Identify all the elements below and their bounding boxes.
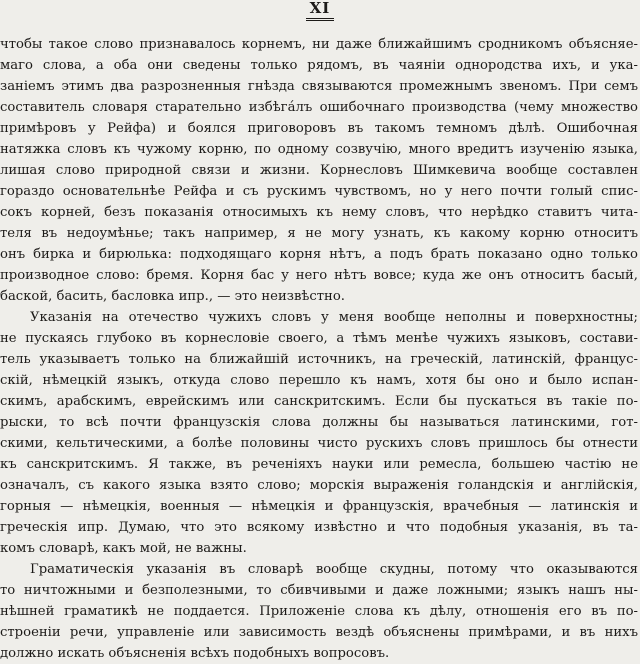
text-line: сокъ корней, безъ показанiя относимыхъ къ нему словъ, что нерѣдко ставитъ чита- — [0, 205, 638, 220]
text-line: чтобы такое слово признавалось корнемъ, ни даже ближайшимъ сродникомъ объясняе- — [0, 37, 638, 52]
text-line: гораздо основательнѣе Рейфа и съ рускимъ чувствомъ, но у него почти голый спис- — [0, 184, 638, 199]
text-line: лишая слово природной связи и жизни. Корнесловъ Шимкевича вообще составлен — [0, 163, 638, 178]
text-line: должно искать объясненiя всѣхъ подобныхъ вопросовъ. — [0, 646, 390, 661]
text-line: маго слова, а оба они сведены только рядомъ, въ чаянiи однородства ихъ, и ука- — [0, 58, 638, 73]
text-line: скими, кельтическими, а болѣе половины чисто рускихъ словъ пришлось бы отнести — [0, 436, 638, 451]
text-line: скiй, нѣмецкiй языкъ, откуда слово перешло къ намъ, хотя бы оно и было испан- — [0, 373, 638, 388]
text-line: баской, басить, басловка ипр., — это неизвѣстно. — [0, 289, 345, 304]
text-line: комъ словарѣ, какъ мой, не важны. — [0, 541, 247, 556]
text-line: натяжка словъ къ чужому корню, по одному созвучiю, много вредитъ изученiю языка, — [0, 142, 638, 157]
text-line: горныя — нѣмецкiя, военныя — нѣмецкiя и французскiя, врачебныя — латинскiя и — [0, 499, 638, 514]
text-line: производное слово: бремя. Корня бас у него нѣтъ вовсе; куда же онъ относитъ басый, — [0, 268, 638, 283]
text-line: греческiя ипр. Думаю, что это всякому извѣстно и что подобныя указанiя, въ та- — [0, 520, 638, 535]
paragraph-3 — [0, 559, 638, 664]
text-line: не пускаясь глубоко въ корнесловiе своего, а тѣмъ менѣе чужихъ языковъ, состави- — [0, 331, 638, 346]
text-line: означалъ, съ какого языка взято слово; морскiя выраженiя голандскiя и англiйскiя, — [0, 478, 638, 493]
text-line: то ничтожными и безполезными, то сбивчивыми и даже ложными; языкъ нашъ ны- — [0, 583, 638, 598]
text-line: теля въ недоумѣнье; такъ например, я не могу узнать, къ какому корню относитъ — [0, 226, 638, 241]
text-line: примѣровъ у Рейфа) и боялся приговоровъ въ такомъ темномъ дѣлѣ. Ошибочная — [0, 121, 638, 136]
text-line: строенiи речи, управленiе или зависимость вездѣ объяснены примѣрами, и въ нихъ — [0, 625, 638, 640]
page-number-text: XI — [306, 0, 335, 21]
text-line: тель указываетъ только на ближайшiй источникъ, на греческiй, латинскiй, францус- — [0, 352, 638, 367]
text-line: Указанiя на отечество чужихъ словъ у меня вообще неполны и поверхностны; — [30, 310, 638, 325]
text-line: Граматическiя указанiя въ словарѣ вообще скудны, потому что оказываются — [30, 562, 638, 577]
text-line: составитель словаря старательно избѣгáлъ ошибочнаго производства (чему множество — [0, 100, 638, 115]
text-line: онъ бирка и бирюлька: подходящаго корня нѣтъ, а подъ брать показано одно только — [0, 247, 638, 262]
paragraph-1 — [0, 34, 638, 307]
document-body — [0, 34, 638, 664]
page-number — [0, 0, 640, 21]
text-line: скимъ, арабскимъ, еврейскимъ или санскритскимъ. Если бы пускаться въ такiе по- — [0, 394, 638, 409]
text-line: рыски, то всѣ почти французскiя слова должны бы называться латинскими, гот- — [0, 415, 638, 430]
text-line: нѣшней граматикѣ не поддается. Приложенiе слова къ дѣлу, отношенiя его въ по- — [0, 604, 638, 619]
paragraph-2 — [0, 307, 638, 559]
text-line: занiемъ этимъ два разрозненныя гнѣзда связываются промежнымъ звеномъ. При семъ — [0, 79, 638, 94]
text-line: къ санскритскимъ. Я также, въ реченiяхъ науки или ремесла, большею частiю не — [0, 457, 638, 472]
